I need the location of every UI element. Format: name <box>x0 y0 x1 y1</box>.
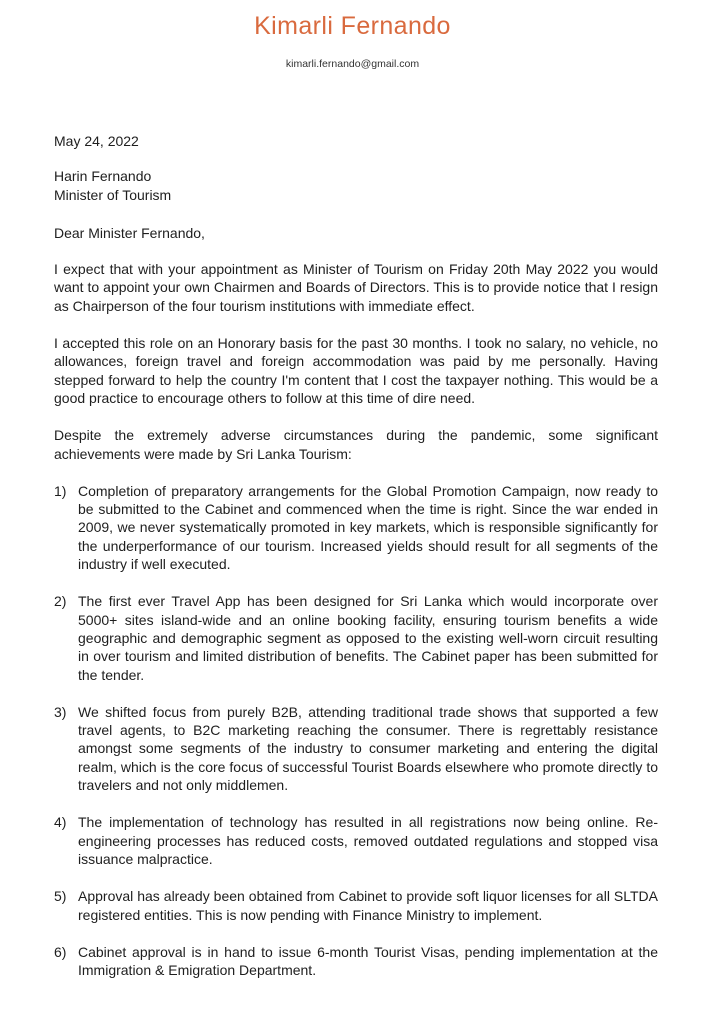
recipient-name: Harin Fernando <box>54 168 152 185</box>
achievement-item <box>54 592 658 683</box>
paragraph-honorary-basis: I accepted this role on an Honorary basis for the past 30 months. I took no salary, no vehicle, no allowances, foreign travel and foreign accommodation was paid by me personally. Having stepped forward to help the country I'm content that I cost the taxpayer nothing. This would be a good practice to encourage others to follow at this time of dire need. <box>54 335 658 406</box>
recipient-block <box>54 167 658 204</box>
achievement-number: 5) <box>54 888 67 905</box>
achievement-item <box>54 813 658 868</box>
achievement-text: We shifted focus from purely B2B, attending traditional trade shows that supported a few travel agents, to B2C marketing reaching the consumer. There is regrettably resistance amongst some segments of the industry to consumer marketing and entering the digital realm, which is the core focus of successful Tourist Boards elsewhere who promote directly to travelers and not only middlemen. <box>78 703 658 794</box>
achievement-item <box>54 887 658 924</box>
paragraph-resignation-notice: I expect that with your appointment as Minister of Tourism on Friday 20th May 2022 you would want to appoint your own Chairmen and Boards of Directors. This is to provide notice that I resign as Chairperson of the four tourism institutions with immediate effect. <box>54 261 658 314</box>
achievements-list <box>54 482 658 980</box>
achievement-item <box>54 703 658 794</box>
achievement-number: 4) <box>54 814 67 831</box>
achievement-number: 1) <box>54 482 67 499</box>
salutation: Dear Minister Fernando, <box>54 224 205 241</box>
paragraph-achievements-intro: Despite the extremely adverse circumstances during the pandemic, some significant achievements were made by Sri Lanka Tourism: <box>54 427 658 462</box>
achievement-text: Completion of preparatory arrangements for the Global Promotion Campaign, now ready to be submitted to the Cabinet and commenced when the time is right. Since the war ended in 2009, we never systematically promoted in key markets, which is responsible significantly for the underperformance of our tourism. Increased yields should result for all segments of the industry if well executed. <box>78 482 658 573</box>
letterhead-name: Kimarli Fernando <box>254 12 451 40</box>
recipient-title: Minister of Tourism <box>54 186 172 203</box>
letter-date: May 24, 2022 <box>54 133 139 149</box>
achievement-text: The first ever Travel App has been designed for Sri Lanka which would incorporate over 5000+ sites island-wide and an online booking facility, ensuring tourism benefits a wide geographic and demographic segment as opposed to the existing well-worn circuit resulting in over tourism and limited distribution of benefits. The Cabinet paper has been submitted for the tender. <box>78 593 658 683</box>
letter-body <box>54 132 658 998</box>
achievement-number: 6) <box>54 943 67 960</box>
achievement-text: Cabinet approval is in hand to issue 6-month Tourist Visas, pending implementation at the Immigration & Emigration Department. <box>78 943 658 979</box>
letterhead-email: kimarli.fernando@gmail.com <box>285 58 420 70</box>
achievement-text: The implementation of technology has resulted in all registrations now being online. Reengineering processes has reduced costs, removed outdated regulations and stopped visa issuance malpractice. <box>78 814 658 867</box>
achievement-number: 3) <box>54 703 67 720</box>
achievement-text: Approval has already been obtained from Cabinet to provide soft liquor licenses for all SLTDA registered entities. This is now pending with Finance Ministry to implement. <box>78 888 658 923</box>
achievement-item <box>54 943 658 980</box>
achievement-number: 2) <box>54 593 67 610</box>
achievement-item <box>54 482 658 573</box>
